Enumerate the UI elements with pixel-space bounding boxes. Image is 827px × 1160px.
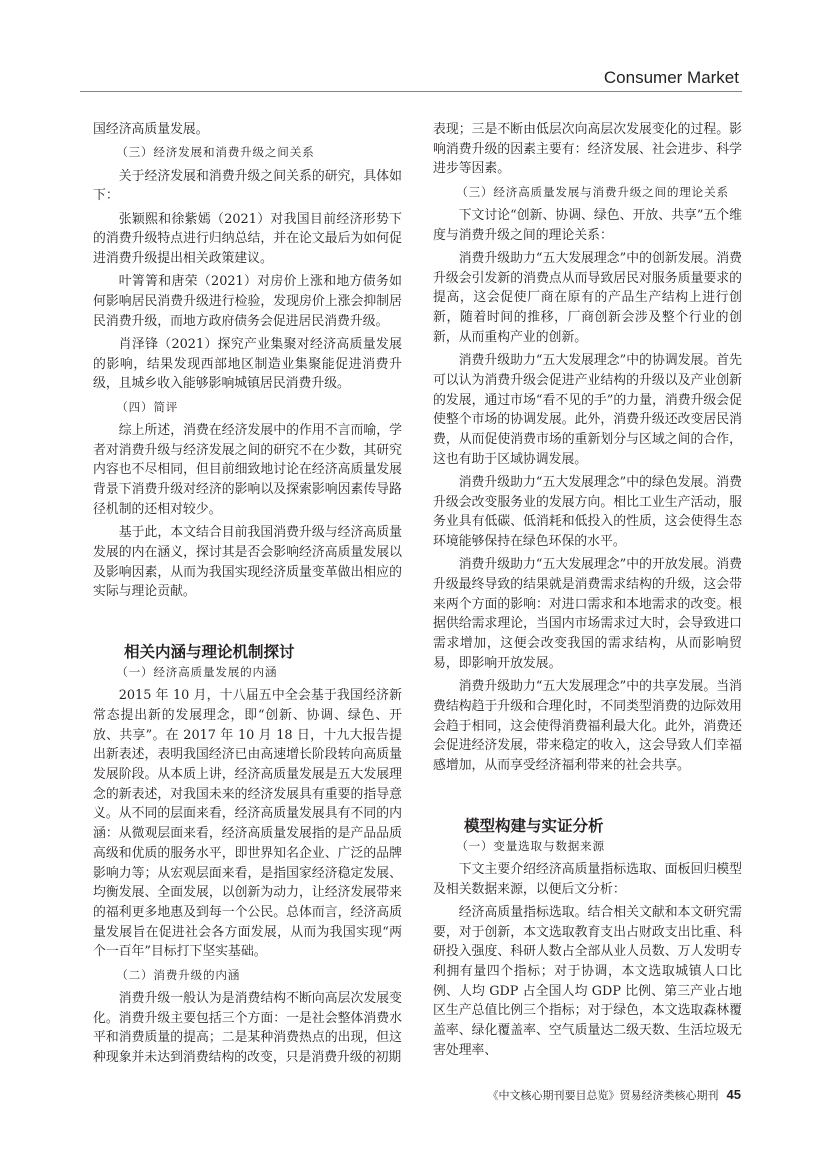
paragraph: 下文主要介绍经济高质量指标选取、面板回归模型及相关数据来源，以便后文分析： xyxy=(433,861,742,897)
paragraph: 关于经济发展和消费升级之间关系的研究，具体如下： xyxy=(93,168,402,204)
paragraph: 消费升级助力“五大发展理念”中的共享发展。当消费结构趋于升级和合理化时，不同类型消费的边际效用会趋于相同，这会使得消费福利最大化。此外，消费还会促进经济发展，带来稳定的收入，这会导致人们幸福感增加，从而享受经济福利带来的社会共享。 xyxy=(433,679,742,773)
section-heading: 相关内涵与理论机制探讨 xyxy=(124,643,295,661)
section-heading: 模型构建与实证分析 xyxy=(464,817,604,835)
paragraph: 消费升级助力“五大发展理念”中的协调发展。首先可以认为消费升级会促进产业结构的升级以及产业创新的发展，通过市场“看不见的手”的力量，消费升级会促使整个市场的协调发展。此外，消费升级还改变居民消费，从而促使消费市场的重新划分与区域之间的合作，这也有助于区域协调发展。 xyxy=(433,353,742,467)
footer-journal: 《中文核心期刊要目总览》贸易经济类核心期刊 xyxy=(487,1090,719,1102)
subsection-heading: （二）消费升级的内涵 xyxy=(116,967,241,982)
subsection-heading: （三）经济高质量发展与消费升级之间的理论关系 xyxy=(456,184,729,199)
right-column xyxy=(433,120,742,1064)
page-footer xyxy=(488,1087,741,1103)
paragraph: 肖泽锋（2021）探究产业集聚对经济高质量发展的影响，结果发现西部地区制造业集聚能促进消费升级，且城乡收入能够影响城镇居民消费升级。 xyxy=(93,337,402,392)
subsection-heading: （四）简评 xyxy=(116,399,179,414)
paragraph: 基于此，本文结合目前我国消费升级与经济高质量发展的内在涵义，探讨其是否会影响经济高质量发展以及影响因素，从而为我国实现经济质量变革做出相应的实际与理论贡献。 xyxy=(93,525,402,600)
paragraph: 消费升级一般认为是消费结构不断向高层次发展变化。消费升级主要包括三个方面：一是社会整体消费水平和消费质量的提高；二是某种消费热点的出现，但这种现象并未达到消费结构的改变，只是消费升级的初期 xyxy=(93,990,402,1066)
left-column xyxy=(93,120,402,1071)
paragraph: 消费升级助力“五大发展理念”中的开放发展。消费升级最终导致的结果就是消费需求结构的升级，这会带来两个方面的影响：对进口需求和本地需求的改变。根据供给需求理论，当国内市场需求过大时，会导致进口需求增加，这便会改变我国的需求结构，从而影响贸易，即影响开放发展。 xyxy=(433,557,742,671)
paragraph: 表现；三是不断由低层次向高层次发展变化的过程。影响消费升级的因素主要有：经济发展、社会进步、科学进步等因素。 xyxy=(433,122,742,177)
paragraph: 消费升级助力“五大发展理念”中的绿色发展。消费升级会改变服务业的发展方向。相比工业生产活动，服务业具有低碳、低消耗和低投入的性质，这会使得生态环境能够保持在绿色环保的水平。 xyxy=(433,474,742,550)
subsection-heading: （一）经济高质量发展的内涵 xyxy=(116,664,278,679)
paragraph: 国经济高质量发展。 xyxy=(93,122,209,137)
page-number: 45 xyxy=(726,1087,741,1102)
paragraph: 综上所述，消费在经济发展中的作用不言而喻，学者对消费升级与经济发展之间的研究不在少数，其研究内容也不尽相同，但目前细致地讨论在经济高质量发展背景下消费升级对经济的影响以及探索影响因素传导路径机制的还相对较少。 xyxy=(93,423,402,517)
subsection-heading: （一）变量选取与数据来源 xyxy=(456,838,605,853)
paragraph: 消费升级助力“五大发展理念”中的创新发展。消费升级会引发新的消费点从而导致居民对服务质量要求的提高，这会促使厂商在原有的产品生产结构上进行创新，随着时间的推移，厂商创新会涉及整个行业的创新，从而重构产业的创新。 xyxy=(433,251,742,345)
paragraph: 2015 年 10 月，十八届五中全会基于我国经济新常态提出新的发展理念，即“创新、协调、绿色、开放、共享”。在 2017 年 10 月 18 日，十九大报告提出新表述，表明我国经济已由高速增长阶段转向高质量发展阶段。从本质上讲，经济高质量发展是五大发展理念的新表述，对我国未来的经济发展具有重要的指导意义。从不同的层面来看，经济高质量发展具有不同的内涵：从微观层面来看，经济高质量发展指的是产品品质高级和优质的服务水平，即世界知名企业、广泛的品牌影响力等；从宏观层面来看，是指国家经济稳定发展、均衡发展、全面发展，以创新为动力，让经济发展带来的福利更多地惠及到每一个公民。总体而言，经济高质量发展旨在促进社会各方面发展，从而为我国实现“两个一百年”目标打下坚实基础。 xyxy=(93,688,402,960)
paragraph: 经济高质量指标选取。结合相关文献和本文研究需要，对于创新，本文选取教育支出占财政支出比重、科研投入强度、科研人数占全部从业人员数、万人发明专利拥有量四个指标；对于协调，本文选取城镇人口比例、人均 GDP 占全国人均 GDP 比例、第三产业占地区生产总值比例三个指标；对于绿色，本文选取森林覆盖率、绿化覆盖率、空气质量达二级天数、生活垃圾无害处理率、 xyxy=(433,904,742,1058)
paragraph: 叶箐箐和唐荣（2021）对房价上涨和地方债务如何影响居民消费升级进行检验，发现房价上涨会抑制居民消费升级，而地方政府债务会促进居民消费升级。 xyxy=(93,274,402,329)
subsection-heading: （三）经济发展和消费升级之间关系 xyxy=(116,145,315,160)
paragraph: 张颖熙和徐紫嫣（2021）对我国目前经济形势下的消费升级特点进行归纳总结，并在论文最后为如何促进消费升级提出相关政策建议。 xyxy=(93,211,402,266)
header-divider xyxy=(80,91,742,92)
paragraph: 下文讨论“创新、协调、绿色、开放、共享”五个维度与消费升级之间的理论关系： xyxy=(433,208,742,243)
running-header-title: Consumer Market xyxy=(603,68,739,87)
